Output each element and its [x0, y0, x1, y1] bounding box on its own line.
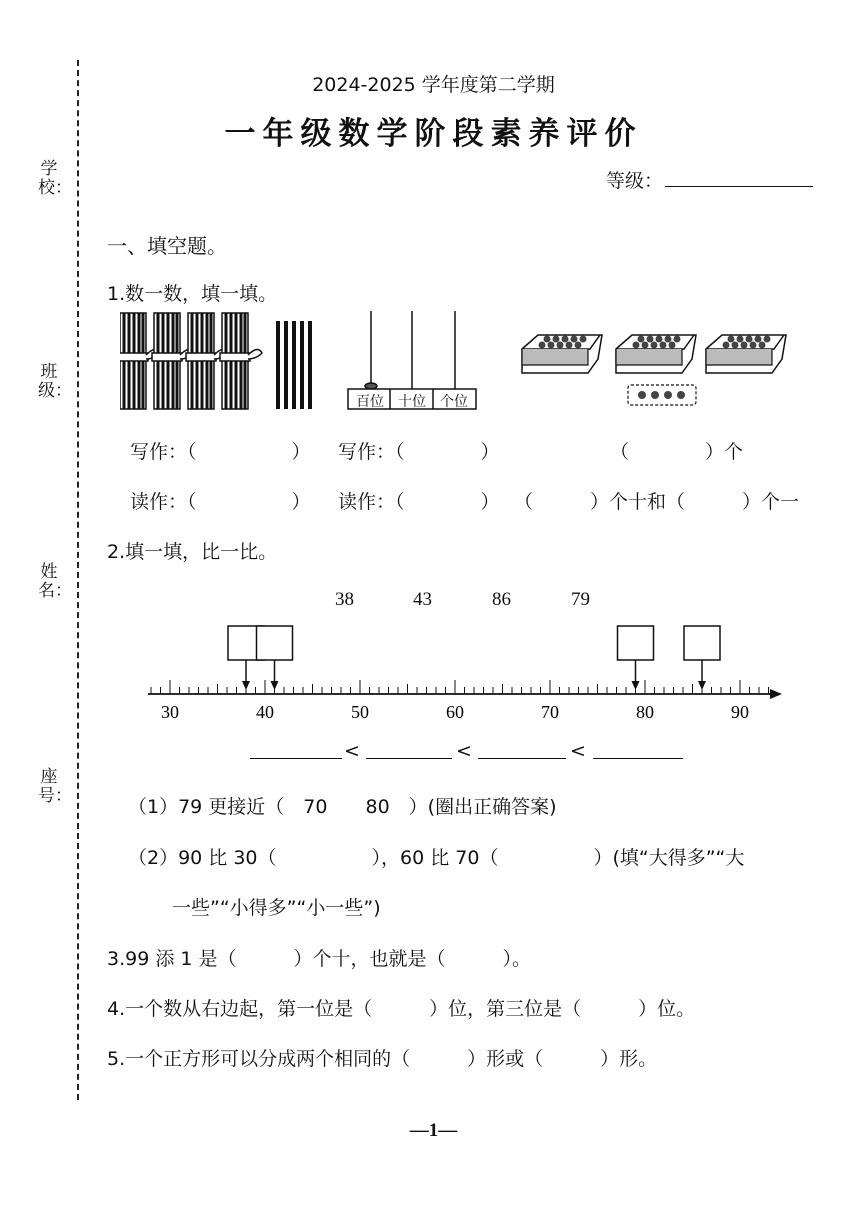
- q5[interactable]: 5.一个正方形可以分成两个相同的（ ）形或（ ）形。: [107, 1048, 658, 1070]
- binding-dashed-line: [77, 60, 79, 1100]
- seat-label: 座号：: [38, 767, 72, 806]
- less-than-1: <: [344, 740, 360, 762]
- egg-trays: [522, 335, 786, 373]
- answer-box-3[interactable]: [618, 626, 654, 660]
- q2-number-2: 43: [413, 589, 432, 610]
- q2-sub1[interactable]: （1）79 更接近（ 70 80 ）(圈出正确答案): [128, 796, 557, 818]
- grade-label: 等级：: [606, 170, 664, 192]
- name-label: 姓名：: [38, 562, 72, 601]
- tick-label-90: 90: [731, 702, 749, 722]
- q1-tens-ones[interactable]: （ ）个十和（ ）个一: [514, 491, 800, 513]
- abacus-label-hundreds: 百位: [356, 394, 384, 410]
- order-blank-1[interactable]: [250, 758, 342, 759]
- term-heading: 2024-2025 学年度第二学期: [312, 74, 555, 96]
- school-label: 学校：: [38, 159, 72, 198]
- tick-label-70: 70: [541, 702, 559, 722]
- q1-prompt: 1.数一数，填一填。: [107, 283, 278, 305]
- pointer-arrow-1: [242, 681, 250, 690]
- loose-eggs: [628, 385, 696, 405]
- order-blank-3[interactable]: [478, 758, 566, 759]
- answer-box-4[interactable]: [684, 626, 720, 660]
- order-blank-4[interactable]: [593, 758, 683, 759]
- page-number: —1—: [409, 1120, 458, 1141]
- number-line: [140, 620, 790, 725]
- stick-bundles: [120, 313, 262, 409]
- q1-eggs-count[interactable]: （ ）个: [610, 441, 744, 463]
- q1-write-abacus[interactable]: 写作：（ ）: [338, 441, 500, 463]
- q2-number-3: 86: [492, 589, 511, 610]
- q2-sub2-cont: 一些”“小得多”“小一些”): [172, 897, 381, 919]
- abacus-label-ones: 个位: [440, 394, 468, 410]
- q1-write-sticks[interactable]: 写作：（ ）: [130, 441, 311, 463]
- q4[interactable]: 4.一个数从右边起，第一位是（ ）位，第三位是（ ）位。: [107, 998, 696, 1020]
- tick-label-60: 60: [446, 702, 464, 722]
- pointer-arrow-4: [698, 681, 706, 690]
- pointer-arrow-3: [632, 681, 640, 690]
- abacus-label-tens: 十位: [398, 394, 426, 410]
- q3[interactable]: 3.99 添 1 是（ ）个十，也就是（ ）。: [107, 948, 532, 970]
- axis-arrow: [770, 689, 782, 699]
- less-than-2: <: [456, 740, 472, 762]
- grade-field[interactable]: [665, 186, 813, 187]
- tick-label-40: 40: [256, 702, 274, 722]
- q1-figures: [120, 305, 860, 415]
- section-heading: 一、填空题。: [107, 234, 227, 258]
- answer-boxes: [228, 626, 720, 690]
- answer-box-2[interactable]: [257, 626, 293, 660]
- page-title: 一年级数学阶段素养评价: [224, 116, 643, 152]
- tick-label-80: 80: [636, 702, 654, 722]
- q2-number-4: 79: [571, 589, 590, 610]
- single-sticks: [278, 321, 310, 409]
- q2-sub2[interactable]: （2）90 比 30（ ），60 比 70（ ）(填“大得多”“大: [128, 847, 745, 869]
- axis-tick-labels: [161, 702, 749, 722]
- q2-prompt: 2.填一填，比一比。: [107, 541, 278, 563]
- tick-label-30: 30: [161, 702, 179, 722]
- q1-read-sticks[interactable]: 读作：（ ）: [130, 491, 311, 513]
- order-blank-2[interactable]: [366, 758, 452, 759]
- q2-number-1: 38: [335, 589, 354, 610]
- q1-read-abacus[interactable]: 读作：（ ）: [338, 491, 500, 513]
- class-label: 班级：: [38, 362, 72, 401]
- less-than-3: <: [570, 740, 586, 762]
- pointer-arrow-2: [271, 681, 279, 690]
- tick-label-50: 50: [351, 702, 369, 722]
